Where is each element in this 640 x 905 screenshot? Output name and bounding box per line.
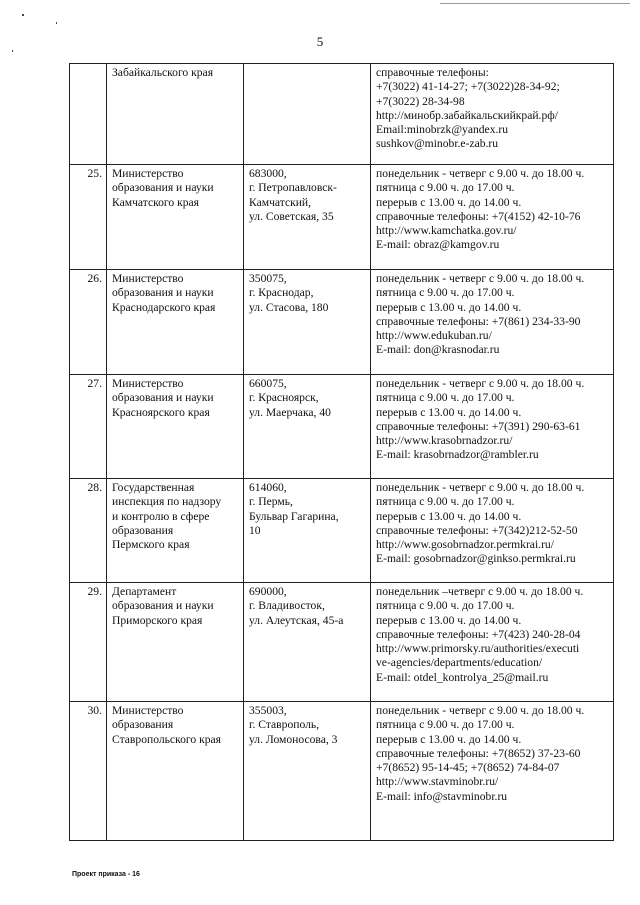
table-row: [70, 479, 614, 583]
organization-name: Забайкальского края: [107, 64, 244, 165]
table-row: [70, 702, 614, 841]
contact-info: понедельник - четверг с 9.00 ч. до 18.00 ч. пятница с 9.00 ч. до 17.00 ч. перерыв с 13.00 ч. до 14.00 ч. справочные телефоны: +7(8652) 37-23-60 +7(8652) 95-14-45; +7(8652) 74-84-07 http://www.stavminobr.ru/ E-mail: info@stavminobr.ru: [371, 702, 614, 841]
address: [244, 64, 371, 165]
scan-speck: [22, 14, 24, 16]
address: 660075, г. Красноярск, ул. Маерчака, 40: [244, 375, 371, 479]
organization-name: Министерство образования и науки Камчатского края: [107, 165, 244, 270]
row-number: 25.: [70, 165, 107, 270]
scan-speck: [56, 22, 57, 24]
contact-info: понедельник - четверг с 9.00 ч. до 18.00 ч. пятница с 9.00 ч. до 17.00 ч. перерыв с 13.00 ч. до 14.00 ч. справочные телефоны: +7(342)212-52-50 http://www.gosobrnadzor.permkrai.ru/ E-mail: gosobrnadzor@ginkso.permkrai.ru: [371, 479, 614, 583]
scan-speck: [12, 50, 13, 52]
footer-stamp: Проект приказа - 16: [72, 871, 140, 878]
organization-name: Департамент образования и науки Приморского края: [107, 583, 244, 702]
address: 350075, г. Краснодар, ул. Стасова, 180: [244, 270, 371, 375]
contact-info: справочные телефоны: +7(3022) 41-14-27; +7(3022)28-34-92; +7(3022) 28-34-98 http://минобр.забайкальскийкрай.рф/ Email:minobrzk@yandex.ru sushkov@minobr.e-zab.ru: [371, 64, 614, 165]
address: 614060, г. Пермь, Бульвар Гагарина, 10: [244, 479, 371, 583]
row-number: 30.: [70, 702, 107, 841]
table-row: [70, 64, 614, 165]
table-row: [70, 165, 614, 270]
address: 355003, г. Ставрополь, ул. Ломоносова, 3: [244, 702, 371, 841]
authorities-table: [69, 63, 614, 841]
row-number: [70, 64, 107, 165]
scan-edge-line: [440, 3, 630, 4]
table-row: [70, 270, 614, 375]
address: 683000, г. Петропавловск- Камчатский, ул. Советская, 35: [244, 165, 371, 270]
page-number: 5: [316, 34, 324, 49]
row-number: 29.: [70, 583, 107, 702]
organization-name: Министерство образования Ставропольского края: [107, 702, 244, 841]
row-number: 27.: [70, 375, 107, 479]
contact-info: понедельник - четверг с 9.00 ч. до 18.00 ч. пятница с 9.00 ч. до 17.00 ч. перерыв с 13.00 ч. до 14.00 ч. справочные телефоны: +7(391) 290-63-61 http://www.krasobrnadzor.ru/ E-mail: krasobrnadzor@rambler.ru: [371, 375, 614, 479]
organization-name: Государственная инспекция по надзору и контролю в сфере образования Пермского края: [107, 479, 244, 583]
table-row: [70, 583, 614, 702]
table-row: [70, 375, 614, 479]
row-number: 28.: [70, 479, 107, 583]
contact-info: понедельник –четверг с 9.00 ч. до 18.00 ч. пятница с 9.00 ч. до 17.00 ч. перерыв с 13.00 ч. до 14.00 ч. справочные телефоны: +7(423) 240-28-04 http://www.primorsky.ru/authorities/executi ve-agencies/departments/education/ E-mail: otdel_kontrolya_25@mail.ru: [371, 583, 614, 702]
row-number: 26.: [70, 270, 107, 375]
contact-info: понедельник - четверг с 9.00 ч. до 18.00 ч. пятница с 9.00 ч. до 17.00 ч. перерыв с 13.00 ч. до 14.00 ч. справочные телефоны: +7(861) 234-33-90 http://www.edukuban.ru/ E-mail: don@krasnodar.ru: [371, 270, 614, 375]
address: 690000, г. Владивосток, ул. Алеутская, 45-а: [244, 583, 371, 702]
organization-name: Министерство образования и науки Краснодарского края: [107, 270, 244, 375]
organization-name: Министерство образования и науки Красноярского края: [107, 375, 244, 479]
contact-info: понедельник - четверг с 9.00 ч. до 18.00 ч. пятница с 9.00 ч. до 17.00 ч. перерыв с 13.00 ч. до 14.00 ч. справочные телефоны: +7(4152) 42-10-76 http://www.kamchatka.gov.ru/ E-mail: obraz@kamgov.ru: [371, 165, 614, 270]
